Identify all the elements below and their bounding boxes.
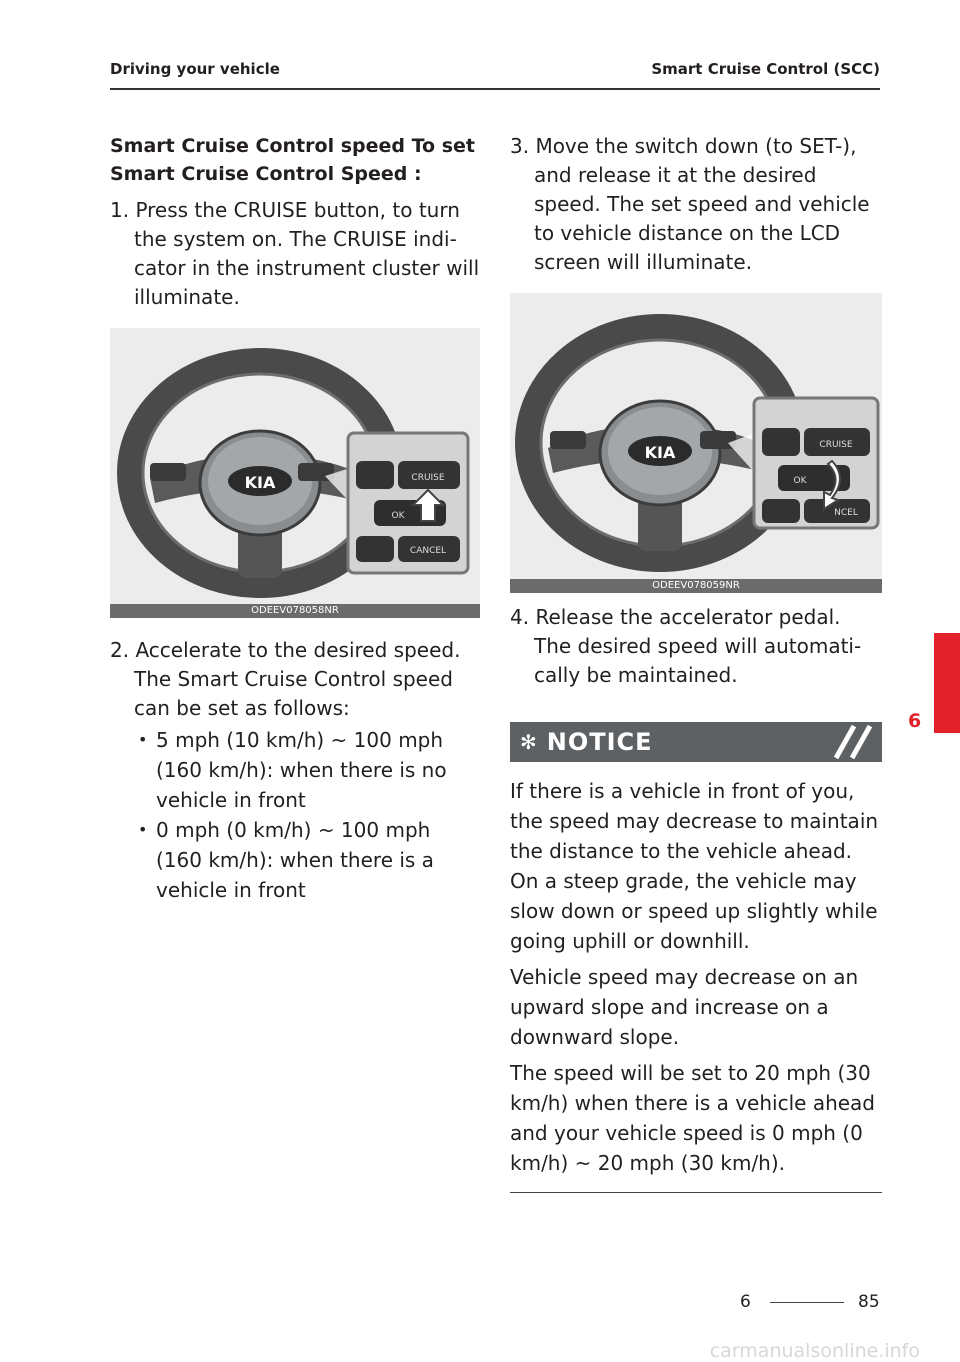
notice-title: NOTICE [546,728,653,756]
speed-range-list [110,725,480,905]
step-2: 2. Accelerate to the desired speed. The Smart Cruise Control speed can be set as follows: [110,638,461,720]
notice-paragraph-1: If there is a vehicle in front of you, the speed may decrease to maintain the distance to the vehicle ahead. On a steep grade, the vehicle may slow down or speed up slightly while going uphill or downhill. [510,779,879,953]
section-subheading: Smart Cruise Control speed To set Smart Cruise Control Speed : [110,135,475,185]
list-item: • 0 mph (0 km/h) ~ 100 mph (160 km/h): when there is a vehicle in front [134,815,480,905]
list-item: • 5 mph (10 km/h) ~ 100 mph (160 km/h): when there is no vehicle in front [134,725,480,815]
right-column [510,132,882,1193]
footer-chapter-number: 6 [740,1292,751,1312]
footer-rule [770,1302,844,1303]
steering-wheel-illustration [510,293,882,593]
figure-1-caption: ODEEV078058NR [110,604,480,618]
steering-wheel-figure-2 [510,293,882,593]
footer-page-number: 85 [858,1292,880,1312]
btn-label-cancel: CANCEL [409,546,447,556]
step-4: 4. Release the accelerator pedal. The desired speed will automati-cally be maintained. [510,605,862,687]
figure-2-caption: ODEEV078059NR [510,579,882,593]
steering-wheel-figure-1 [110,328,480,618]
step-1: 1. Press the CRUISE button, to turn the system on. The CRUISE indi-cator in the instrument cluster will illuminate. [110,198,480,309]
left-column [110,132,480,905]
notice-paragraph-3: The speed will be set to 20 mph (30 km/h) when there is a vehicle ahead and your vehicle speed is 0 mph (0 km/h) ~ 20 mph (30 km/h). [510,1061,875,1175]
btn-label-cruise: CRUISE [819,440,853,450]
header-rule [110,88,880,90]
step-3: 3. Move the switch down (to SET-), and release it at the desired speed. The set speed and vehicle to vehicle distance on the LCD screen will illuminate. [510,134,870,274]
watermark-text: carmanualsonline.info [709,1340,920,1362]
notice-paragraph-2: Vehicle speed may decrease on an upward slope and increase on a downward slope. [510,965,859,1049]
notice-end-rule [510,1192,882,1193]
wheel-logo: KIA [244,473,276,492]
notice-asterisk-icon: ✻ [520,730,537,754]
chapter-side-tab [934,633,960,733]
header-chapter-title: Smart Cruise Control (SCC) [651,60,880,78]
wheel-logo: KIA [644,443,676,462]
double-slash-icon [830,724,876,760]
header-section-title: Driving your vehicle [110,60,280,78]
btn-label-cancel: NCEL [834,508,858,518]
chapter-tab-number: 6 [908,710,922,732]
bullet-icon: • [138,820,148,839]
btn-label-ok: OK [391,511,405,521]
notice-banner [510,722,882,762]
btn-label-cruise: CRUISE [411,473,445,483]
steering-wheel-illustration [110,328,480,618]
btn-label-ok: OK [793,476,807,486]
bullet-icon: • [138,730,148,749]
